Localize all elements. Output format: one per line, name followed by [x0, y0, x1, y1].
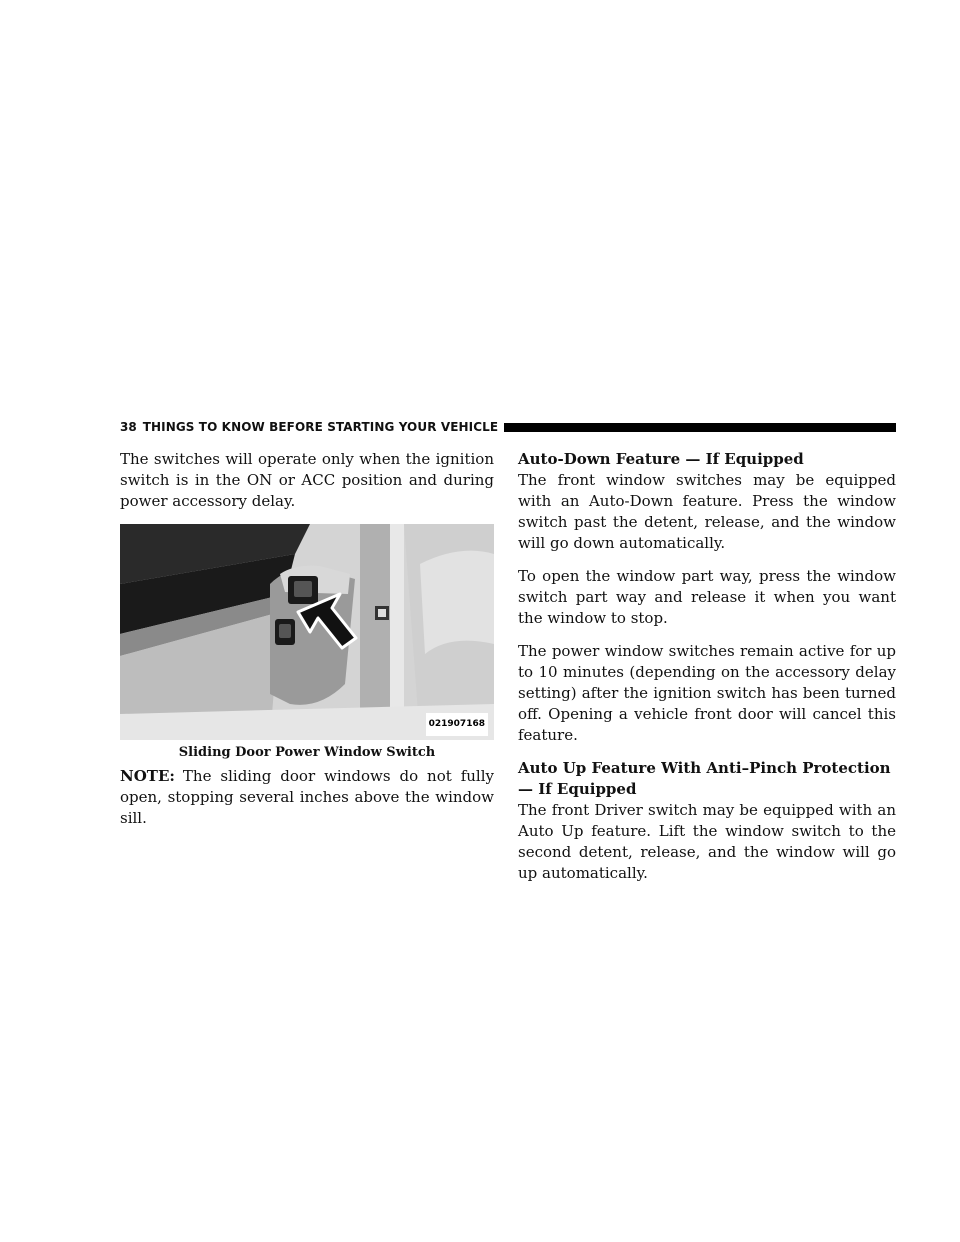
header-rule	[504, 423, 896, 432]
autodown-paragraph-2: To open the window part way, press the window switch part way and release it when you want the window to stop.	[518, 567, 896, 627]
autoup-heading: Auto Up Feature With Anti–Pinch Protection — If Equipped	[518, 759, 891, 798]
left-column	[120, 449, 494, 841]
autodown-paragraph-3: The power window switches remain active for up to 10 minutes (depending on the accessory delay setting) after the ignition switch has been turned off. Opening a vehicle front door will cancel this feature.	[518, 642, 896, 744]
figure-code: 021907168	[426, 713, 488, 736]
autoup-paragraph-1: The front Driver switch may be equipped with an Auto Up feature. Lift the window switch to the second detent, release, and the window will go up automatically.	[518, 801, 896, 882]
window-switch-figure	[120, 524, 494, 740]
note-paragraph	[120, 766, 494, 829]
right-column	[518, 449, 896, 896]
chapter-title: THINGS TO KNOW BEFORE STARTING YOUR VEHICLE	[142, 420, 499, 434]
door-panel-illustration	[120, 524, 494, 740]
autodown-paragraph-1: The front window switches may be equipped with an Auto-Down feature. Press the window switch past the detent, release, and the window will go down automatically.	[518, 471, 896, 552]
page-number: 38	[120, 420, 137, 434]
note-label: NOTE:	[120, 767, 175, 785]
intro-paragraph: The switches will operate only when the ignition switch is in the ON or ACC position and during power accessory delay.	[120, 450, 494, 510]
running-header	[120, 420, 896, 434]
figure-caption: Sliding Door Power Window Switch	[178, 745, 436, 760]
note-text: The sliding door windows do not fully open, stopping several inches above the window sill.	[120, 767, 494, 827]
autodown-heading: Auto-Down Feature — If Equipped	[518, 450, 804, 468]
